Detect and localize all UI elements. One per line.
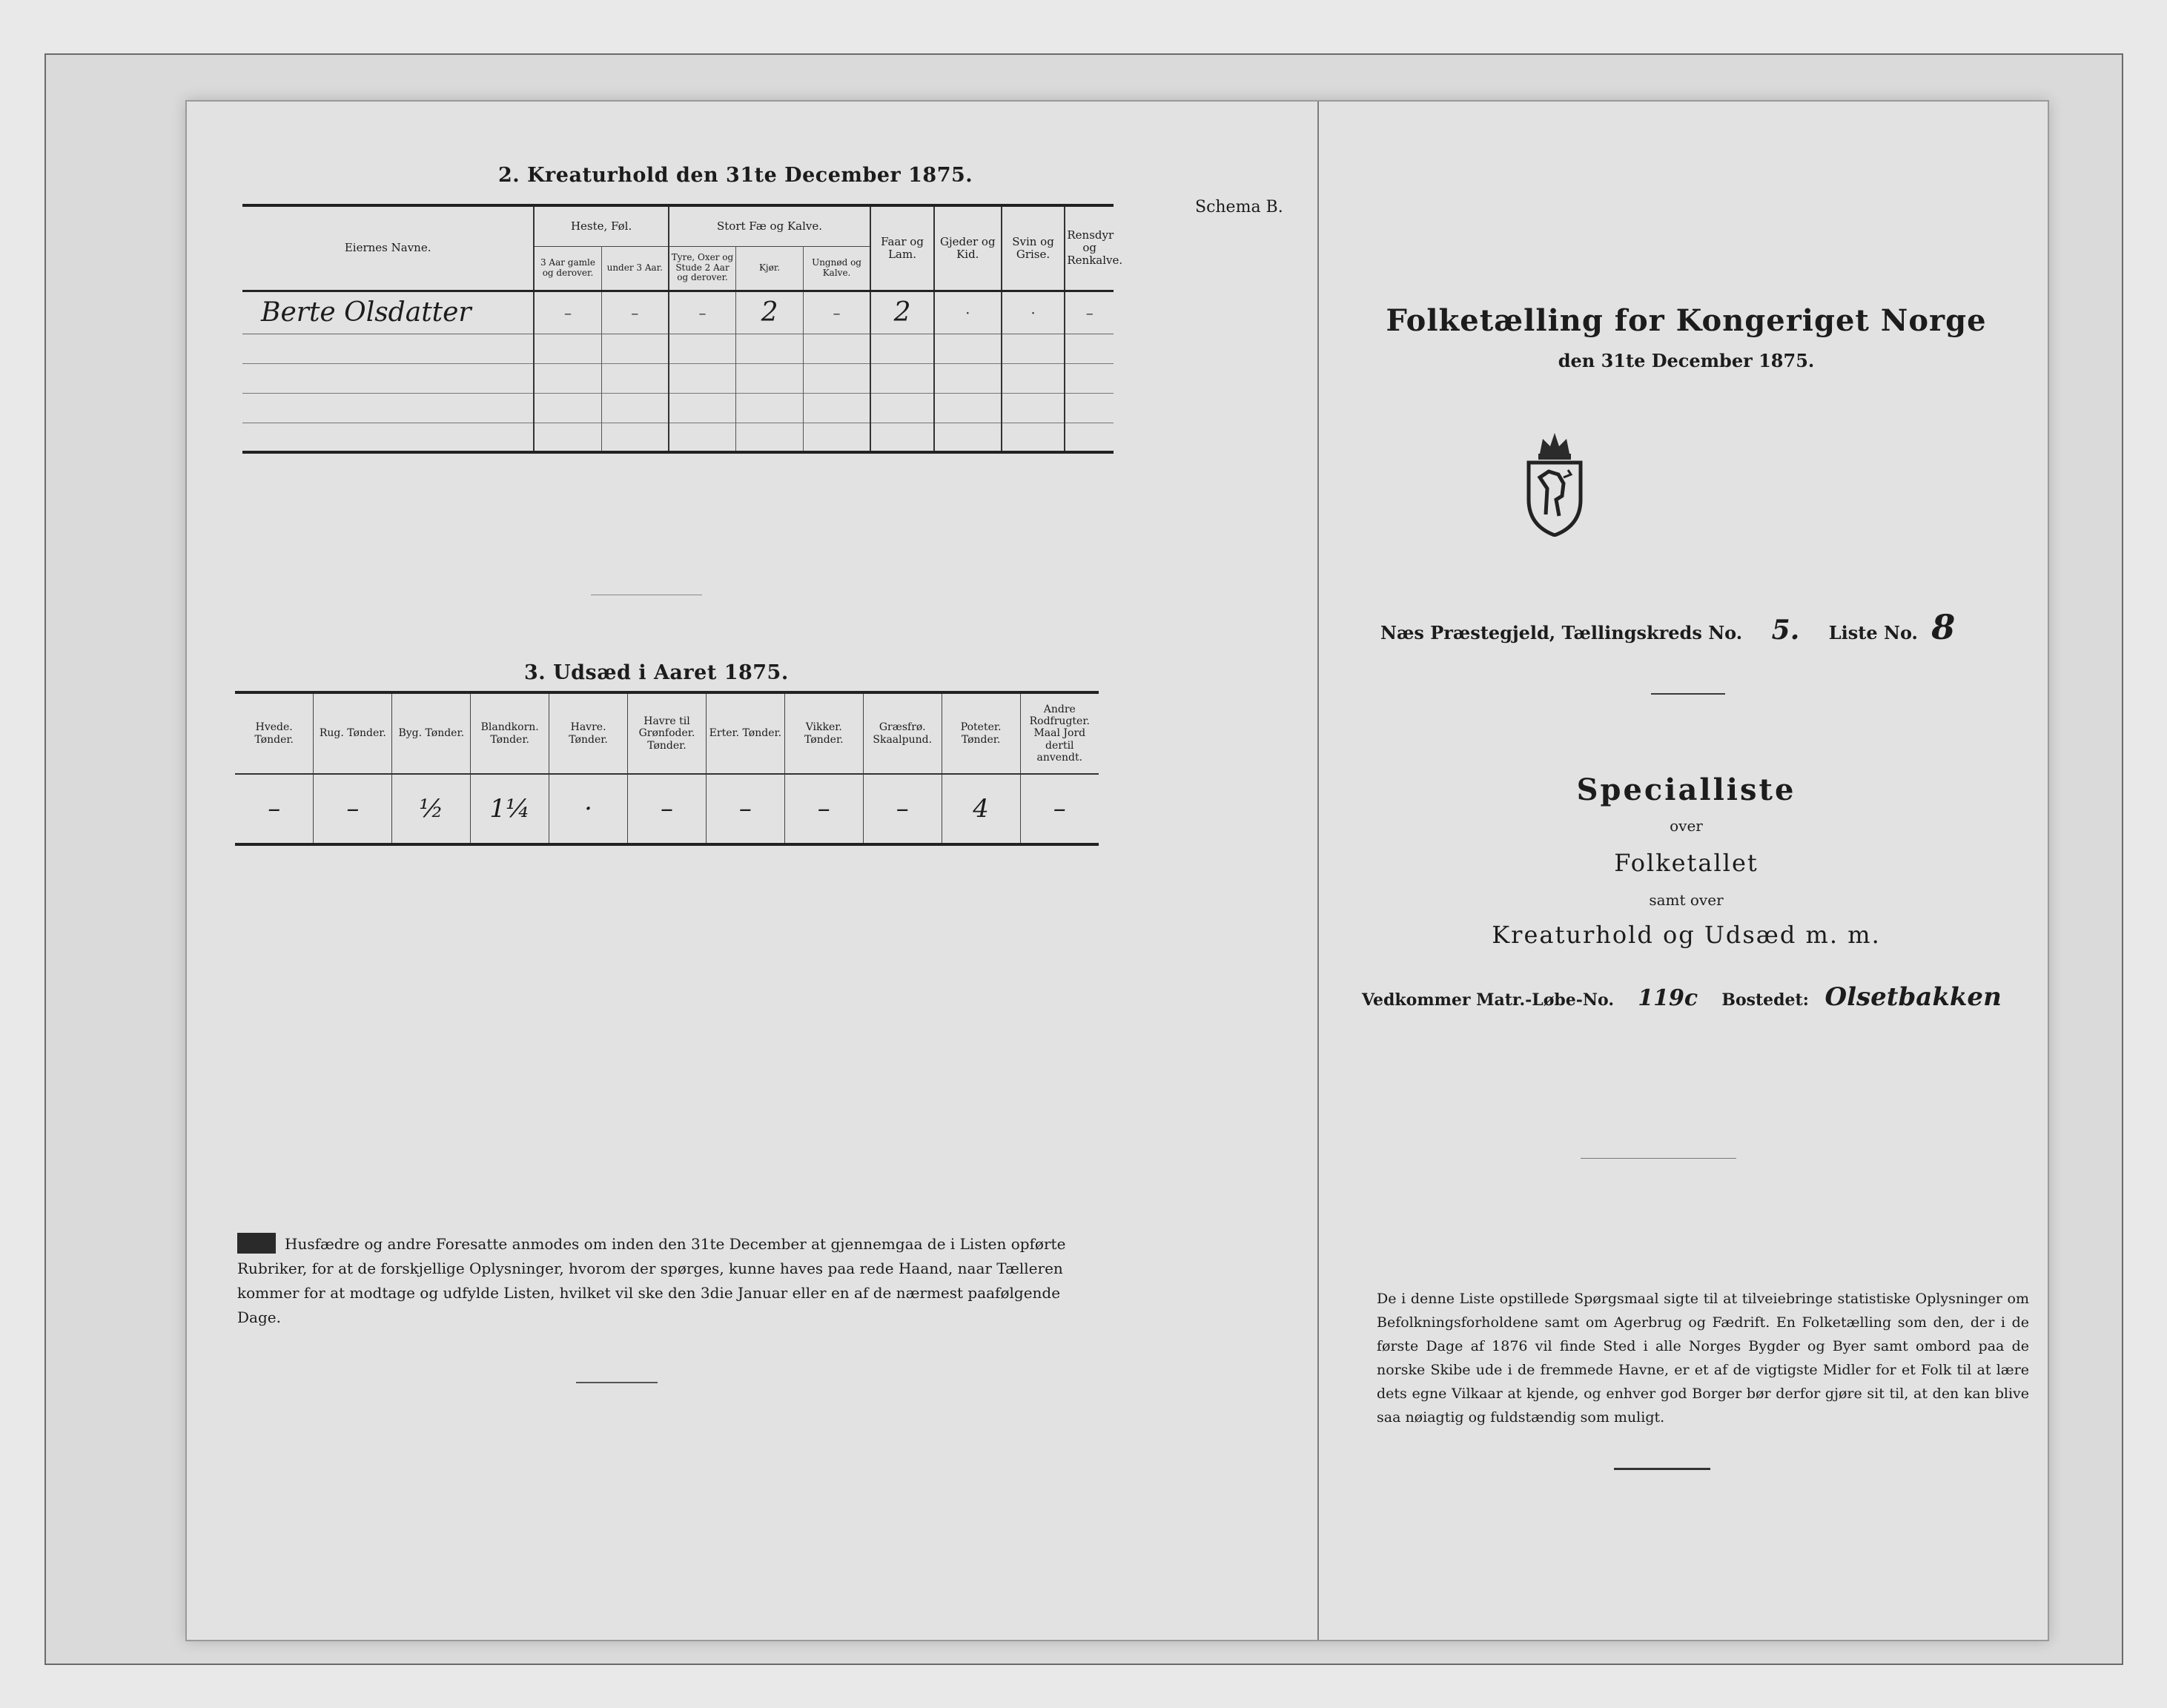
- folketallet-title: Folketallet: [1614, 849, 1759, 877]
- owner-cell: Berte Olsdatter: [242, 291, 534, 334]
- pointing-hand-icon: [237, 1233, 276, 1254]
- udsaed-header: Hvede. Tønder.: [235, 692, 314, 774]
- table-row: [242, 393, 1114, 423]
- form-sheet: [185, 100, 2049, 1641]
- notice-text: [237, 1232, 1075, 1330]
- udsaed-value-cell: –: [235, 774, 314, 844]
- faar-header: Faar og Lam.: [870, 205, 934, 291]
- matr-value: 119c: [1638, 985, 1698, 1011]
- udsaed-header: Græsfrø. Skaalpund.: [863, 692, 942, 774]
- table-row: [235, 774, 1099, 844]
- udsaed-value-cell: –: [706, 774, 784, 844]
- prestegjeld-line: [1380, 607, 1955, 647]
- udsaed-header: Vikker. Tønder.: [784, 692, 863, 774]
- udsaed-value-cell: ·: [549, 774, 628, 844]
- long-divider: [1581, 1158, 1736, 1159]
- kreaturhold-title: Kreaturhold og Udsæd m. m.: [1492, 921, 1881, 949]
- stort-sub1-header: Tyre, Oxer og Stude 2 Aar og derover.: [669, 246, 736, 291]
- rensdyr-cell: –: [1085, 303, 1094, 322]
- matr-line: [1362, 982, 2002, 1012]
- kjor-cell: 2: [736, 291, 804, 334]
- kreds-label: Tællingskreds No.: [1561, 622, 1743, 643]
- udsaed-value-cell: –: [784, 774, 863, 844]
- signature-line: [576, 1382, 658, 1383]
- owner-header: Eiernes Navne.: [242, 205, 534, 291]
- udsaed-header: Poteter. Tønder.: [942, 692, 1020, 774]
- census-date: den 31te December 1875.: [1558, 350, 1815, 371]
- gjeder-cell: ·: [934, 291, 1002, 334]
- udsaed-header: Havre til Grønfoder. Tønder.: [628, 692, 707, 774]
- table-row: [242, 334, 1114, 363]
- bosted-label: Bostedet:: [1721, 990, 1809, 1010]
- udsaed-value-cell: –: [628, 774, 707, 844]
- kreds-value: 5.: [1771, 615, 1800, 646]
- udsaed-table: [235, 691, 1099, 846]
- closing-divider: [1614, 1468, 1710, 1470]
- udsaed-value-cell: 1¼: [471, 774, 549, 844]
- stort-sub2-header: Kjør.: [736, 246, 804, 291]
- heste-header: Heste, Føl.: [534, 205, 669, 246]
- rensdyr-header: Rensdyr og Renkalve.: [1067, 228, 1123, 268]
- main-title: Folketælling for Kongeriget Norge: [1386, 303, 1987, 338]
- kreaturhold-table: [242, 204, 1123, 454]
- udsaed-value-cell: –: [1053, 794, 1066, 824]
- notice-body: Husfædre og andre Foresatte anmodes om inden den 31te December at gjennemgaa de i Listen opførte Rubriker, for at de forskjellige Oplysninger, hvorom der spørges, kunne haves paa rede Haand, naar Tælleren kommer for at modtage og udfylde Listen, hvilket vil ske den 3die Januar eller en af de nærmest paafølgende Dage.: [237, 1235, 1066, 1326]
- footnote-text: De i denne Liste opstillede Spørgsmaal sigte til at tilveiebringe statistiske Oplysninger om Befolkningsforholdene samt om Agerbrug og Fædrift. En Folketælling som den, der i de første Dage af 1876 vil finde Sted i alle Norges Bygder og Byer samt ombord paa de norske Skibe ude i de fremmede Havne, er et af de vigtigste Midler for et Folk til at lære dets egne Vilkaar at kjende, og enhver god Borger bør derfor gjøre sit til, at den kan blive saa nøiagtig og fuldstændig som muligt.: [1377, 1291, 2029, 1426]
- udsaed-header: Blandkorn. Tønder.: [471, 692, 549, 774]
- schema-label: Schema B.: [1195, 198, 1283, 216]
- section3-title: 3. Udsæd i Aaret 1875.: [524, 661, 789, 684]
- udsaed-header: Byg. Tønder.: [392, 692, 471, 774]
- page-fold: [1317, 102, 1319, 1640]
- heste-sub2-header: under 3 Aar.: [601, 246, 669, 291]
- liste-label: Liste No.: [1828, 622, 1918, 643]
- bosted-value: Olsetbakken: [1824, 982, 2002, 1012]
- heste-3aar-cell: –: [534, 291, 601, 334]
- svin-header: Svin og Grise.: [1002, 205, 1065, 291]
- liste-value: 8: [1931, 607, 1956, 647]
- udsaed-value-cell: –: [314, 774, 392, 844]
- ungnod-cell: –: [803, 291, 870, 334]
- svin-cell: ·: [1002, 291, 1065, 334]
- udsaed-value-cell: ½: [392, 774, 471, 844]
- coat-of-arms-icon: [1518, 426, 1592, 537]
- short-divider: [1651, 693, 1725, 695]
- table-row: [242, 291, 1114, 334]
- heste-under3-cell: –: [601, 291, 669, 334]
- tyre-cell: –: [669, 291, 736, 334]
- table-row: [242, 423, 1114, 452]
- udsaed-value-cell: 4: [942, 774, 1020, 844]
- udsaed-header: Rug. Tønder.: [314, 692, 392, 774]
- stort-sub3-header: Ungnød og Kalve.: [803, 246, 870, 291]
- table-row: [242, 363, 1114, 393]
- matr-label: Vedkommer Matr.-Løbe-No.: [1362, 990, 1614, 1010]
- udsaed-header: Erter. Tønder.: [706, 692, 784, 774]
- stort-header: Stort Fæ og Kalve.: [669, 205, 870, 246]
- faar-cell: 2: [870, 291, 934, 334]
- udsaed-value-cell: –: [863, 774, 942, 844]
- section2-title: 2. Kreaturhold den 31te December 1875.: [498, 164, 973, 187]
- heste-sub1-header: 3 Aar gamle og derover.: [534, 246, 601, 291]
- prestegjeld-label: Næs Præstegjeld,: [1380, 622, 1556, 643]
- udsaed-header: Havre. Tønder.: [549, 692, 628, 774]
- udsaed-header: Andre Rodfrugter. Maal Jord dertil anvendt.: [1029, 704, 1090, 764]
- specialliste-title: Specialliste: [1576, 772, 1796, 807]
- gjeder-header: Gjeder og Kid.: [934, 205, 1002, 291]
- samt-over-text: samt over: [1649, 891, 1724, 909]
- over-text: over: [1670, 817, 1703, 835]
